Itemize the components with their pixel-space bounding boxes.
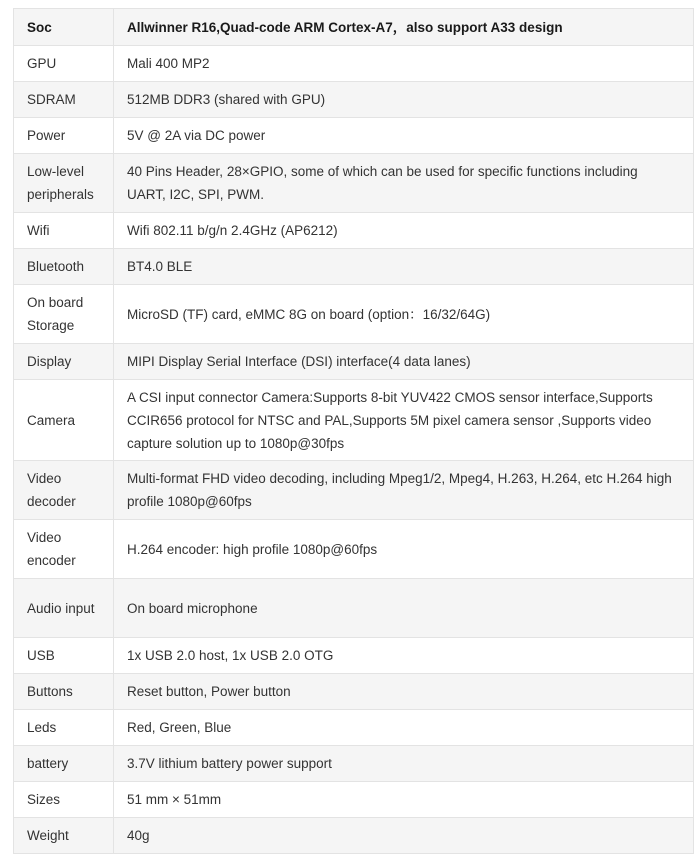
spec-label: Low-level peripherals — [14, 154, 114, 213]
table-row — [14, 520, 694, 579]
table-row — [14, 710, 694, 746]
table-row — [14, 818, 694, 854]
table-row — [14, 344, 694, 380]
table-row — [14, 249, 694, 285]
spec-label: USB — [14, 638, 114, 674]
spec-value: MicroSD (TF) card, eMMC 8G on board (option：16/32/64G) — [114, 285, 694, 344]
table-row — [14, 746, 694, 782]
spec-value: Mali 400 MP2 — [114, 46, 694, 82]
table-row — [14, 674, 694, 710]
spec-value: Reset button, Power button — [114, 674, 694, 710]
spec-value: 3.7V lithium battery power support — [114, 746, 694, 782]
table-row — [14, 579, 694, 638]
spec-label: Buttons — [14, 674, 114, 710]
spec-table — [13, 8, 694, 854]
spec-value: 40 Pins Header, 28×GPIO, some of which can be used for specific functions including UART, I2C, SPI, PWM. — [114, 154, 694, 213]
spec-value: On board microphone — [114, 579, 694, 638]
spec-value: A CSI input connector Camera:Supports 8-bit YUV422 CMOS sensor interface,Supports CCIR656 protocol for NTSC and PAL,Supports 5M pixel camera sensor ,Supports video capture solution up to 1080p@30fps — [114, 380, 694, 461]
spec-label: Bluetooth — [14, 249, 114, 285]
spec-label: On board Storage — [14, 285, 114, 344]
table-row — [14, 154, 694, 213]
table-row — [14, 782, 694, 818]
table-row — [14, 380, 694, 461]
spec-value: 51 mm × 51mm — [114, 782, 694, 818]
spec-label: Audio input — [14, 579, 114, 638]
header-value-cell: Allwinner R16,Quad-code ARM Cortex-A7，also support A33 design — [114, 9, 694, 46]
spec-value: Multi-format FHD video decoding, including Mpeg1/2, Mpeg4, H.263, H.264, etc H.264 high profile 1080p@60fps — [114, 461, 694, 520]
table-row — [14, 118, 694, 154]
spec-value: 512MB DDR3 (shared with GPU) — [114, 82, 694, 118]
spec-value: MIPI Display Serial Interface (DSI) interface(4 data lanes) — [114, 344, 694, 380]
spec-label: Wifi — [14, 213, 114, 249]
spec-value: 1x USB 2.0 host, 1x USB 2.0 OTG — [114, 638, 694, 674]
spec-value: H.264 encoder: high profile 1080p@60fps — [114, 520, 694, 579]
table-header-row — [14, 9, 694, 46]
table-row — [14, 82, 694, 118]
spec-label: Camera — [14, 380, 114, 461]
spec-value: Wifi 802.11 b/g/n 2.4GHz (AP6212) — [114, 213, 694, 249]
table-row — [14, 461, 694, 520]
table-row — [14, 285, 694, 344]
spec-label: Display — [14, 344, 114, 380]
spec-label: battery — [14, 746, 114, 782]
spec-label: SDRAM — [14, 82, 114, 118]
spec-label: Video decoder — [14, 461, 114, 520]
spec-value: Red, Green, Blue — [114, 710, 694, 746]
table-row — [14, 46, 694, 82]
spec-value: BT4.0 BLE — [114, 249, 694, 285]
spec-label: GPU — [14, 46, 114, 82]
spec-label: Sizes — [14, 782, 114, 818]
spec-label: Power — [14, 118, 114, 154]
table-row — [14, 638, 694, 674]
spec-value: 5V @ 2A via DC power — [114, 118, 694, 154]
header-label-cell: Soc — [14, 9, 114, 46]
spec-label: Weight — [14, 818, 114, 854]
table-row — [14, 213, 694, 249]
spec-label: Leds — [14, 710, 114, 746]
spec-label: Video encoder — [14, 520, 114, 579]
spec-value: 40g — [114, 818, 694, 854]
